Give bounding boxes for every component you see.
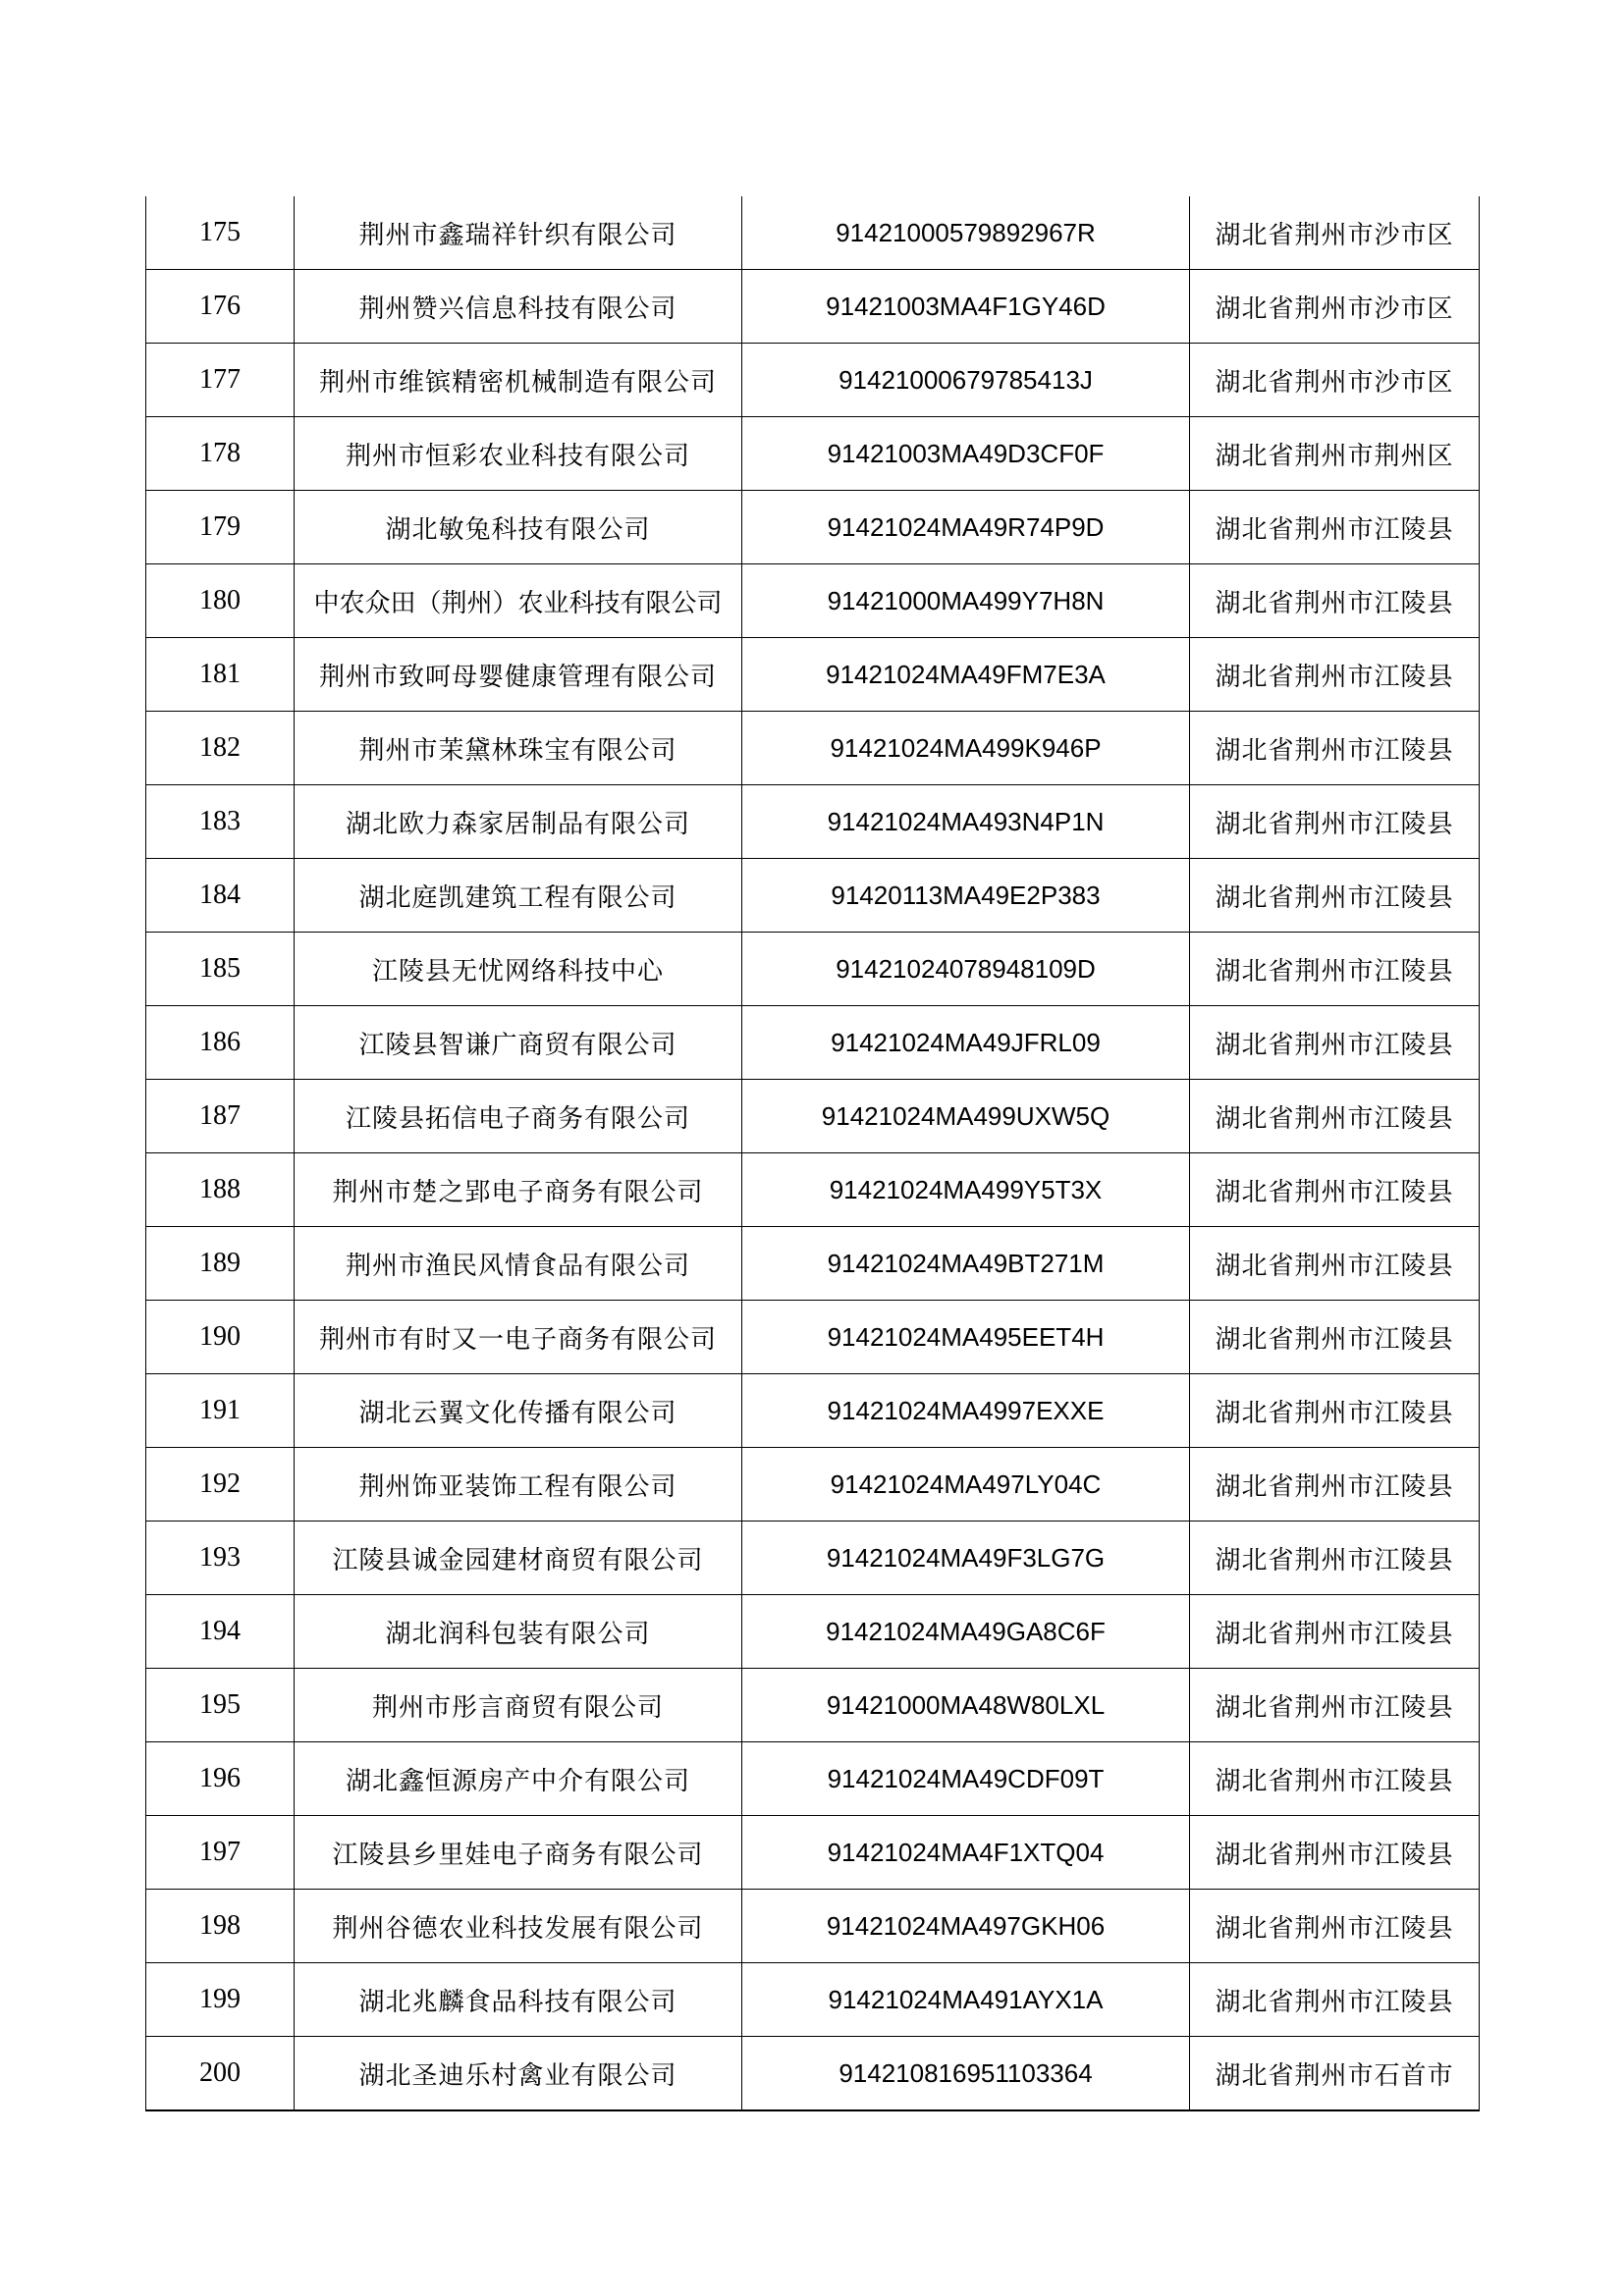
company-location: 湖北省荆州市江陵县 bbox=[1190, 1153, 1480, 1227]
company-name: 江陵县拓信电子商务有限公司 bbox=[295, 1080, 742, 1153]
credit-code: 91421024MA49GA8C6F bbox=[742, 1595, 1190, 1669]
company-location: 湖北省荆州市江陵县 bbox=[1190, 1595, 1480, 1669]
row-number: 195 bbox=[146, 1669, 295, 1742]
row-number: 198 bbox=[146, 1890, 295, 1963]
credit-code: 91421024MA499K946P bbox=[742, 712, 1190, 785]
table-body bbox=[146, 196, 1480, 2110]
row-number: 194 bbox=[146, 1595, 295, 1669]
credit-code: 91421024MA499UXW5Q bbox=[742, 1080, 1190, 1153]
company-location: 湖北省荆州市沙市区 bbox=[1190, 344, 1480, 417]
row-number: 184 bbox=[146, 859, 295, 933]
company-name: 荆州市恒彩农业科技有限公司 bbox=[295, 417, 742, 491]
company-location: 湖北省荆州市江陵县 bbox=[1190, 1448, 1480, 1522]
company-name: 荆州市楚之郢电子商务有限公司 bbox=[295, 1153, 742, 1227]
table-row bbox=[146, 1669, 1480, 1742]
table-row bbox=[146, 1301, 1480, 1374]
row-number: 179 bbox=[146, 491, 295, 564]
company-location: 湖北省荆州市江陵县 bbox=[1190, 933, 1480, 1006]
company-location: 湖北省荆州市江陵县 bbox=[1190, 491, 1480, 564]
company-registry-table bbox=[145, 196, 1480, 2111]
company-location: 湖北省荆州市江陵县 bbox=[1190, 785, 1480, 859]
company-name: 荆州市有时又一电子商务有限公司 bbox=[295, 1301, 742, 1374]
row-number: 188 bbox=[146, 1153, 295, 1227]
table-row bbox=[146, 1006, 1480, 1080]
company-name: 江陵县无忧网络科技中心 bbox=[295, 933, 742, 1006]
company-location: 湖北省荆州市江陵县 bbox=[1190, 1963, 1480, 2037]
row-number: 175 bbox=[146, 196, 295, 270]
company-name: 湖北敏兔科技有限公司 bbox=[295, 491, 742, 564]
company-location: 湖北省荆州市江陵县 bbox=[1190, 564, 1480, 638]
credit-code: 91421024MA497LY04C bbox=[742, 1448, 1190, 1522]
company-location: 湖北省荆州市江陵县 bbox=[1190, 1301, 1480, 1374]
credit-code: 91421024MA495EET4H bbox=[742, 1301, 1190, 1374]
table-row bbox=[146, 859, 1480, 933]
table-row bbox=[146, 1742, 1480, 1816]
company-location: 湖北省荆州市江陵县 bbox=[1190, 638, 1480, 712]
credit-code: 91421024MA4F1XTQ04 bbox=[742, 1816, 1190, 1890]
company-name: 湖北润科包装有限公司 bbox=[295, 1595, 742, 1669]
company-name: 荆州赞兴信息科技有限公司 bbox=[295, 270, 742, 344]
row-number: 192 bbox=[146, 1448, 295, 1522]
table-row bbox=[146, 1080, 1480, 1153]
company-name: 湖北云翼文化传播有限公司 bbox=[295, 1374, 742, 1448]
company-location: 湖北省荆州市沙市区 bbox=[1190, 270, 1480, 344]
table-row bbox=[146, 1595, 1480, 1669]
company-location: 湖北省荆州市江陵县 bbox=[1190, 1227, 1480, 1301]
row-number: 196 bbox=[146, 1742, 295, 1816]
table-row bbox=[146, 933, 1480, 1006]
company-name: 湖北鑫恒源房产中介有限公司 bbox=[295, 1742, 742, 1816]
row-number: 182 bbox=[146, 712, 295, 785]
row-number: 193 bbox=[146, 1522, 295, 1595]
table-row bbox=[146, 785, 1480, 859]
company-name: 湖北欧力森家居制品有限公司 bbox=[295, 785, 742, 859]
table-row bbox=[146, 1890, 1480, 1963]
credit-code: 91421024MA49R74P9D bbox=[742, 491, 1190, 564]
company-name: 荆州市维镔精密机械制造有限公司 bbox=[295, 344, 742, 417]
company-location: 湖北省荆州市江陵县 bbox=[1190, 1816, 1480, 1890]
company-name: 荆州谷德农业科技发展有限公司 bbox=[295, 1890, 742, 1963]
company-name: 江陵县乡里娃电子商务有限公司 bbox=[295, 1816, 742, 1890]
company-name: 江陵县智谦广商贸有限公司 bbox=[295, 1006, 742, 1080]
credit-code: 91421024MA499Y5T3X bbox=[742, 1153, 1190, 1227]
company-name: 荆州市茉黛林珠宝有限公司 bbox=[295, 712, 742, 785]
credit-code: 91421003MA49D3CF0F bbox=[742, 417, 1190, 491]
company-name: 湖北兆麟食品科技有限公司 bbox=[295, 1963, 742, 2037]
company-location: 湖北省荆州市江陵县 bbox=[1190, 1890, 1480, 1963]
row-number: 200 bbox=[146, 2037, 295, 2111]
table-row bbox=[146, 1448, 1480, 1522]
table-row bbox=[146, 1374, 1480, 1448]
company-name: 荆州市彤言商贸有限公司 bbox=[295, 1669, 742, 1742]
credit-code: 91421000MA499Y7H8N bbox=[742, 564, 1190, 638]
credit-code: 91421024MA49F3LG7G bbox=[742, 1522, 1190, 1595]
row-number: 199 bbox=[146, 1963, 295, 2037]
company-location: 湖北省荆州市江陵县 bbox=[1190, 859, 1480, 933]
row-number: 197 bbox=[146, 1816, 295, 1890]
company-location: 湖北省荆州市江陵县 bbox=[1190, 1669, 1480, 1742]
row-number: 189 bbox=[146, 1227, 295, 1301]
table-row bbox=[146, 417, 1480, 491]
credit-code: 91421000679785413J bbox=[742, 344, 1190, 417]
company-location: 湖北省荆州市江陵县 bbox=[1190, 1742, 1480, 1816]
company-name: 江陵县诚金园建材商贸有限公司 bbox=[295, 1522, 742, 1595]
company-location: 湖北省荆州市石首市 bbox=[1190, 2037, 1480, 2111]
company-location: 湖北省荆州市沙市区 bbox=[1190, 196, 1480, 270]
table-row bbox=[146, 344, 1480, 417]
row-number: 186 bbox=[146, 1006, 295, 1080]
table-row bbox=[146, 2037, 1480, 2111]
table-row bbox=[146, 564, 1480, 638]
row-number: 176 bbox=[146, 270, 295, 344]
table-row bbox=[146, 270, 1480, 344]
table-row bbox=[146, 1963, 1480, 2037]
credit-code: 91420113MA49E2P383 bbox=[742, 859, 1190, 933]
row-number: 190 bbox=[146, 1301, 295, 1374]
company-name: 荆州饰亚装饰工程有限公司 bbox=[295, 1448, 742, 1522]
row-number: 180 bbox=[146, 564, 295, 638]
table-row bbox=[146, 1227, 1480, 1301]
row-number: 187 bbox=[146, 1080, 295, 1153]
company-name: 荆州市致呵母婴健康管理有限公司 bbox=[295, 638, 742, 712]
credit-code: 91421024MA49FM7E3A bbox=[742, 638, 1190, 712]
company-name: 湖北庭凯建筑工程有限公司 bbox=[295, 859, 742, 933]
company-location: 湖北省荆州市江陵县 bbox=[1190, 1374, 1480, 1448]
company-location: 湖北省荆州市荆州区 bbox=[1190, 417, 1480, 491]
credit-code: 91421024MA4997EXXE bbox=[742, 1374, 1190, 1448]
row-number: 183 bbox=[146, 785, 295, 859]
table-row bbox=[146, 1816, 1480, 1890]
row-number: 185 bbox=[146, 933, 295, 1006]
company-name: 中农众田（荆州）农业科技有限公司 bbox=[295, 564, 742, 638]
table-row bbox=[146, 1153, 1480, 1227]
table-row bbox=[146, 196, 1480, 270]
row-number: 191 bbox=[146, 1374, 295, 1448]
row-number: 177 bbox=[146, 344, 295, 417]
company-location: 湖北省荆州市江陵县 bbox=[1190, 1080, 1480, 1153]
company-name: 荆州市渔民风情食品有限公司 bbox=[295, 1227, 742, 1301]
table-row bbox=[146, 638, 1480, 712]
company-location: 湖北省荆州市江陵县 bbox=[1190, 1522, 1480, 1595]
company-location: 湖北省荆州市江陵县 bbox=[1190, 1006, 1480, 1080]
credit-code: 91421000579892967R bbox=[742, 196, 1190, 270]
company-location: 湖北省荆州市江陵县 bbox=[1190, 712, 1480, 785]
credit-code: 91421000MA48W80LXL bbox=[742, 1669, 1190, 1742]
credit-code: 91421024MA491AYX1A bbox=[742, 1963, 1190, 2037]
credit-code: 91421024MA49CDF09T bbox=[742, 1742, 1190, 1816]
credit-code: 914210816951103364 bbox=[742, 2037, 1190, 2111]
credit-code: 91421003MA4F1GY46D bbox=[742, 270, 1190, 344]
row-number: 181 bbox=[146, 638, 295, 712]
table-row bbox=[146, 491, 1480, 564]
table-row bbox=[146, 712, 1480, 785]
credit-code: 91421024MA493N4P1N bbox=[742, 785, 1190, 859]
row-number: 178 bbox=[146, 417, 295, 491]
company-name: 荆州市鑫瑞祥针织有限公司 bbox=[295, 196, 742, 270]
credit-code: 91421024MA49BT271M bbox=[742, 1227, 1190, 1301]
company-name: 湖北圣迪乐村禽业有限公司 bbox=[295, 2037, 742, 2111]
credit-code: 91421024MA49JFRL09 bbox=[742, 1006, 1190, 1080]
table-row bbox=[146, 1522, 1480, 1595]
credit-code: 91421024078948109D bbox=[742, 933, 1190, 1006]
credit-code: 91421024MA497GKH06 bbox=[742, 1890, 1190, 1963]
